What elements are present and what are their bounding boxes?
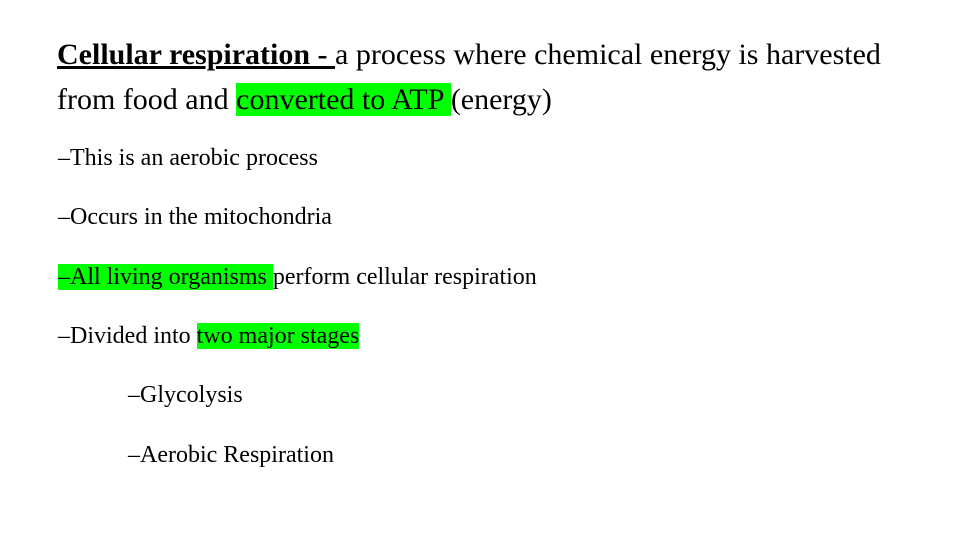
bullet-dash: – — [58, 264, 70, 290]
bullet-text: Divided into — [70, 323, 197, 349]
bullet-aerobic — [58, 143, 318, 173]
bullet-highlight — [58, 264, 273, 290]
heading-highlight: converted to ATP — [236, 83, 451, 116]
bullet-text: perform cellular respiration — [272, 264, 537, 290]
sub-bullet-dash: – — [128, 442, 140, 468]
bullet-mitochondria — [58, 202, 332, 232]
sub-bullet-glycolysis — [128, 380, 243, 410]
slide-heading — [57, 32, 937, 122]
heading-definition: a process where chemical energy is harvested from food and — [57, 38, 881, 116]
sub-bullet-dash: – — [128, 382, 140, 408]
bullet-dash: – — [58, 145, 70, 171]
heading-definition-end: (energy) — [450, 83, 552, 116]
bullet-dash: – — [58, 323, 70, 349]
heading-term: Cellular respiration - — [57, 38, 336, 71]
sub-bullet-text: Glycolysis — [140, 382, 243, 408]
bullet-two-stages — [58, 321, 359, 351]
bullet-dash: – — [58, 204, 70, 230]
sub-bullet-aerobic-respiration — [128, 440, 334, 470]
bullet-text: This is an aerobic process — [70, 145, 318, 171]
bullet-highlight-text: All living organisms — [70, 264, 273, 290]
bullet-text: Occurs in the mitochondria — [70, 204, 332, 230]
bullet-all-organisms — [58, 262, 537, 292]
bullet-highlight: two major stages — [196, 323, 360, 349]
sub-bullet-text: Aerobic Respiration — [140, 442, 334, 468]
